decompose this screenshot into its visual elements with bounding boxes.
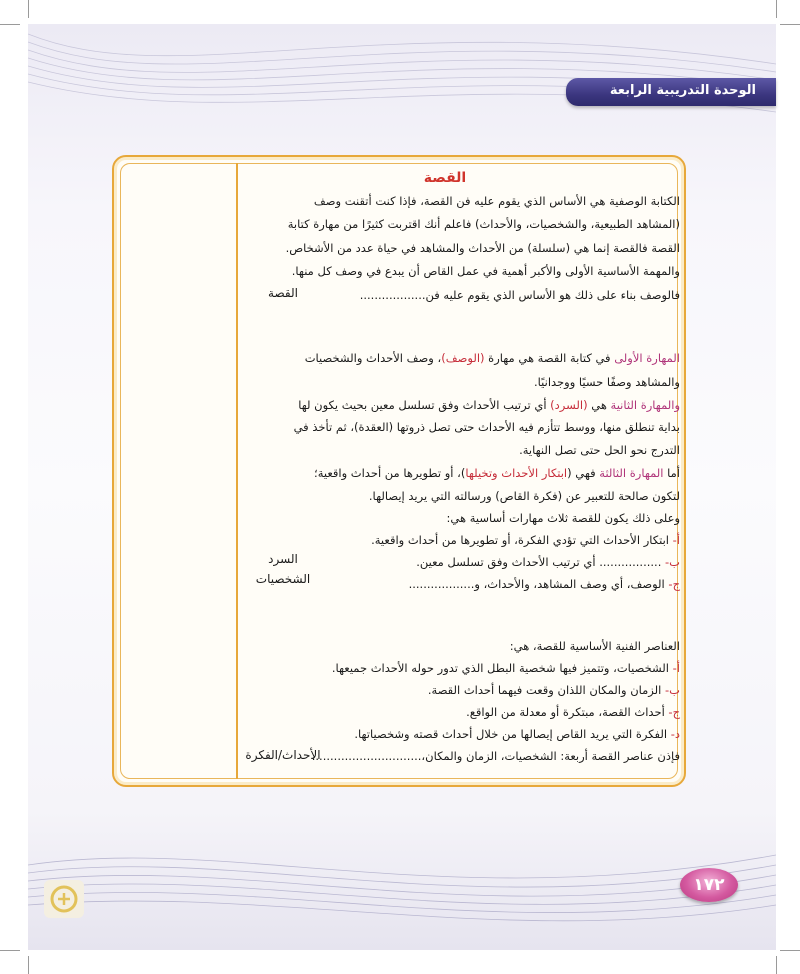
- skill-first-text-b: ، وصف الأحداث والشخصيات: [304, 351, 442, 365]
- crop-mark: [28, 0, 29, 18]
- crop-mark: [28, 956, 29, 974]
- intro-line-5: فالوصف بناء على ذلك هو الأساس الذي يقوم عليه فن..................: [359, 288, 680, 302]
- crop-mark: [0, 24, 20, 25]
- publisher-logo: [44, 880, 84, 918]
- intro-line-1: الكتابة الوصفية هي الأساس الذي يقوم عليه فن القصة، فإذا كنت أتقنت وصف: [313, 194, 680, 208]
- column-divider: [236, 163, 238, 779]
- side-label-characters: الشخصيات: [255, 572, 311, 586]
- skill-second-line: [243, 395, 680, 415]
- side-label-narration: السرد: [268, 552, 298, 566]
- skills-item-b-text: ................. أي ترتيب الأحداث وفق تسلسل معين.: [416, 555, 662, 569]
- skills-item-b: [243, 552, 680, 572]
- elements-item-c-letter: ج-: [664, 705, 680, 719]
- skill-first-line: [243, 348, 680, 368]
- skills-item-c-text: الوصف، أي وصف المشاهد، والأحداث، و..................: [408, 577, 665, 591]
- page-number: ١٧٢: [693, 875, 725, 895]
- skill-third-line: [243, 463, 680, 483]
- skill-third-line-2: لتكون صالحة للتعبير عن (فكرة القاص) ورسالته التي يريد إيصالها.: [368, 489, 680, 503]
- elements-item-b-letter: ب-: [661, 683, 680, 697]
- section-title: القصة: [423, 170, 467, 186]
- crop-mark: [780, 24, 800, 25]
- elements-item-d: [243, 724, 680, 744]
- elements-item-a-text: الشخصيات، وتتميز فيها شخصية البطل الذي تدور حوله الأحداث جميعها.: [331, 661, 669, 675]
- elements-item-d-text: الفكرة التي يريد القاص إيصالها من خلال أحداث قصته وشخصياتها.: [354, 727, 668, 741]
- skill-second-line-2: بداية تنطلق منها، ووسط تتأزم فيه الأحداث حتى تصل ذروتها (العقدة)، ثم تأخذ في: [293, 420, 680, 434]
- skill-third-keyword: ابتكار الأحداث وتخيلها: [465, 466, 568, 480]
- skill-second-text-b: أي ترتيب الأحداث وفق تسلسل معين بحيث يكون لها: [298, 398, 551, 412]
- skills-item-c-letter: ج-: [664, 577, 680, 591]
- crop-mark: [780, 950, 800, 951]
- skill-second-text-a: هي: [587, 398, 611, 412]
- crop-mark: [0, 950, 20, 951]
- elements-item-a-letter: أ-: [668, 661, 680, 675]
- intro-line-3: القصة فالقصة إنما هي (سلسلة) من الأحداث والمشاهد في حياة عدد من الأشخاص.: [285, 241, 680, 255]
- skills-item-a-letter: أ-: [668, 533, 680, 547]
- skill-second-keyword: (السرد): [550, 398, 588, 412]
- skill-third-text-a: فهي (: [567, 466, 600, 480]
- skill-first-label: المهارة الأولى: [614, 351, 680, 365]
- elements-item-c: [243, 702, 680, 722]
- skills-item-a: [243, 530, 680, 550]
- unit-title: الوحدة التدريبية الرابعة: [609, 83, 756, 98]
- crop-mark: [776, 0, 777, 18]
- elements-conclusion: فإذن عناصر القصة أربعة: الشخصيات، الزمان والمكان،..............................: [311, 749, 680, 763]
- intro-line-2: (المشاهد الطبيعية، والشخصيات، والأحداث) فاعلم أنك اقتربت كثيرًا من مهارة كتابة: [287, 217, 680, 231]
- elements-item-b: [243, 680, 680, 700]
- side-label-story: القصة: [268, 286, 298, 300]
- skill-third-label: المهارة الثالثة: [599, 466, 664, 480]
- skills-summary: وعلى ذلك يكون للقصة ثلاث مهارات أساسية هي:: [446, 511, 680, 525]
- elements-item-d-letter: د-: [667, 727, 680, 741]
- elements-item-b-text: الزمان والمكان اللذان وقعت فيهما أحداث القصة.: [427, 683, 662, 697]
- unit-header-bar: [566, 78, 776, 106]
- skill-first-text-a: في كتابة القصة هي مهارة: [484, 351, 615, 365]
- crop-mark: [776, 956, 777, 974]
- page-number-badge: [680, 868, 738, 902]
- skills-item-c: [243, 574, 680, 594]
- skills-item-a-text: ابتكار الأحداث التي تؤدي الفكرة، أو تطويرها من أحداث واقعية.: [371, 533, 669, 547]
- skill-second-line-3: التدرج نحو الحل حتى تصل النهاية.: [519, 443, 680, 457]
- skill-first-keyword: (الوصف): [441, 351, 485, 365]
- elements-item-a: [243, 658, 680, 678]
- elements-intro: العناصر الفنية الأساسية للقصة، هي:: [509, 639, 680, 653]
- skill-third-pre: أما: [663, 466, 680, 480]
- intro-line-4: والمهمة الأساسية الأولى والأكبر أهمية في عمل القاص أن يبدع في وصف كل منها.: [291, 264, 680, 278]
- skill-third-text-b: )، أو تطويرها من أحداث واقعية؛: [314, 466, 466, 480]
- elements-item-c-text: أحداث القصة، مبتكرة أو معدلة من الواقع.: [466, 705, 665, 719]
- skills-item-b-letter: ب-: [661, 555, 680, 569]
- decorative-wave-bottom: [28, 845, 776, 955]
- skill-second-label: والمهارة الثانية: [610, 398, 680, 412]
- skill-first-line-2: والمشاهد وصفًا حسيًا ووجدانيًا.: [534, 375, 680, 389]
- side-label-events-idea: الأحداث/الفكرة: [245, 748, 321, 762]
- publisher-logo-icon: [44, 880, 84, 918]
